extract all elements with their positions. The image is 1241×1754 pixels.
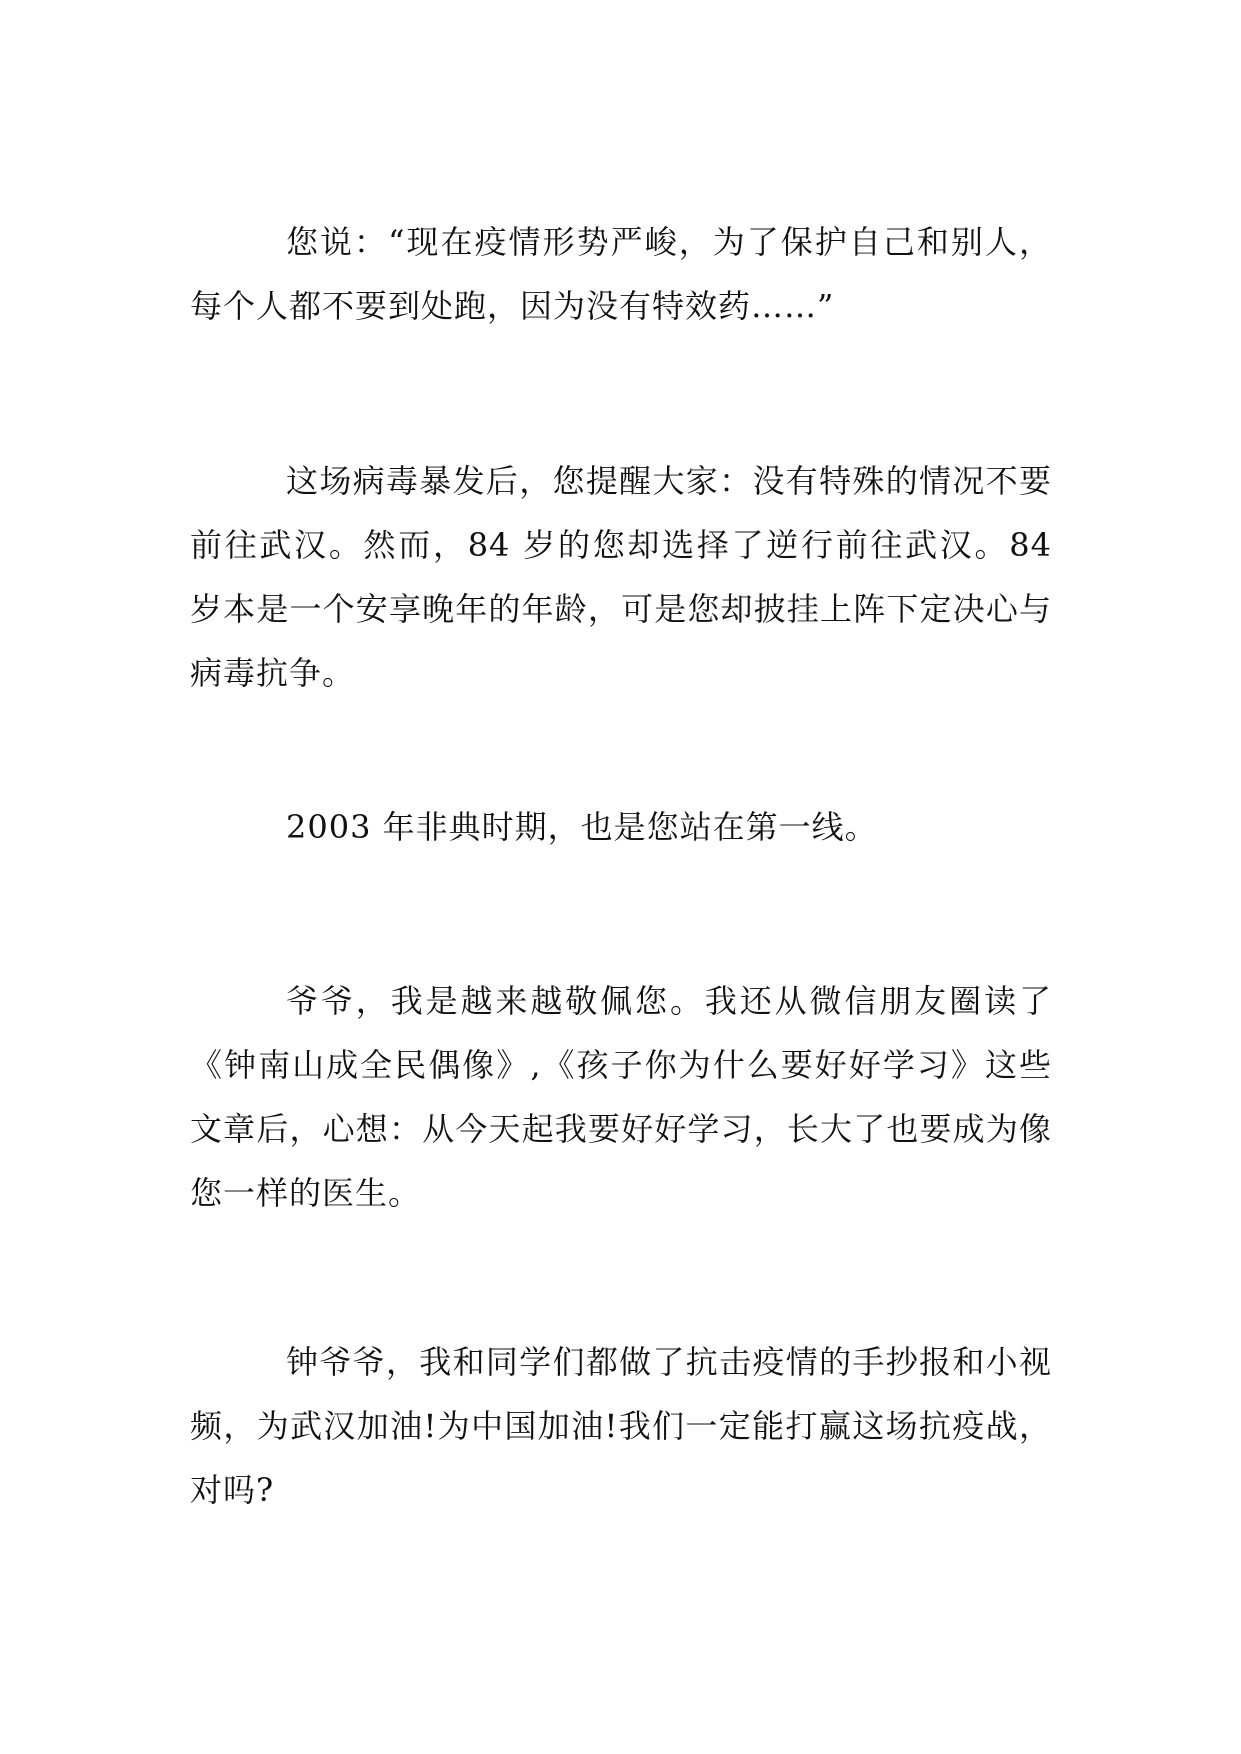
paragraph-quote: 您说：“现在疫情形势严峻，为了保护自己和别人，每个人都不要到处跑，因为没有特效药……” bbox=[190, 223, 1052, 325]
paragraph-wuhan: 这场病毒暴发后，您提醒大家：没有特殊的情况不要前往武汉。然而，84 岁的您却选择了逆行前往武汉。84 岁本是一个安享晚年的年龄，可是您却披挂上阵下定决心与病毒抗争。 bbox=[190, 462, 1052, 692]
paragraph-admiration: 爷爷，我是越来越敬佩您。我还从微信朋友圈读了《钟南山成全民偶像》,《孩子你为什么要好好学习》这些文章后，心想：从今天起我要好好学习，长大了也要成为像您一样的医生。 bbox=[190, 982, 1052, 1212]
paragraph-sars: 2003 年非典时期，也是您站在第一线。 bbox=[286, 808, 878, 846]
paragraph-encouragement: 钟爷爷，我和同学们都做了抗击疫情的手抄报和小视频，为武汉加油!为中国加油!我们一定能打赢这场抗疫战，对吗? bbox=[190, 1343, 1052, 1509]
